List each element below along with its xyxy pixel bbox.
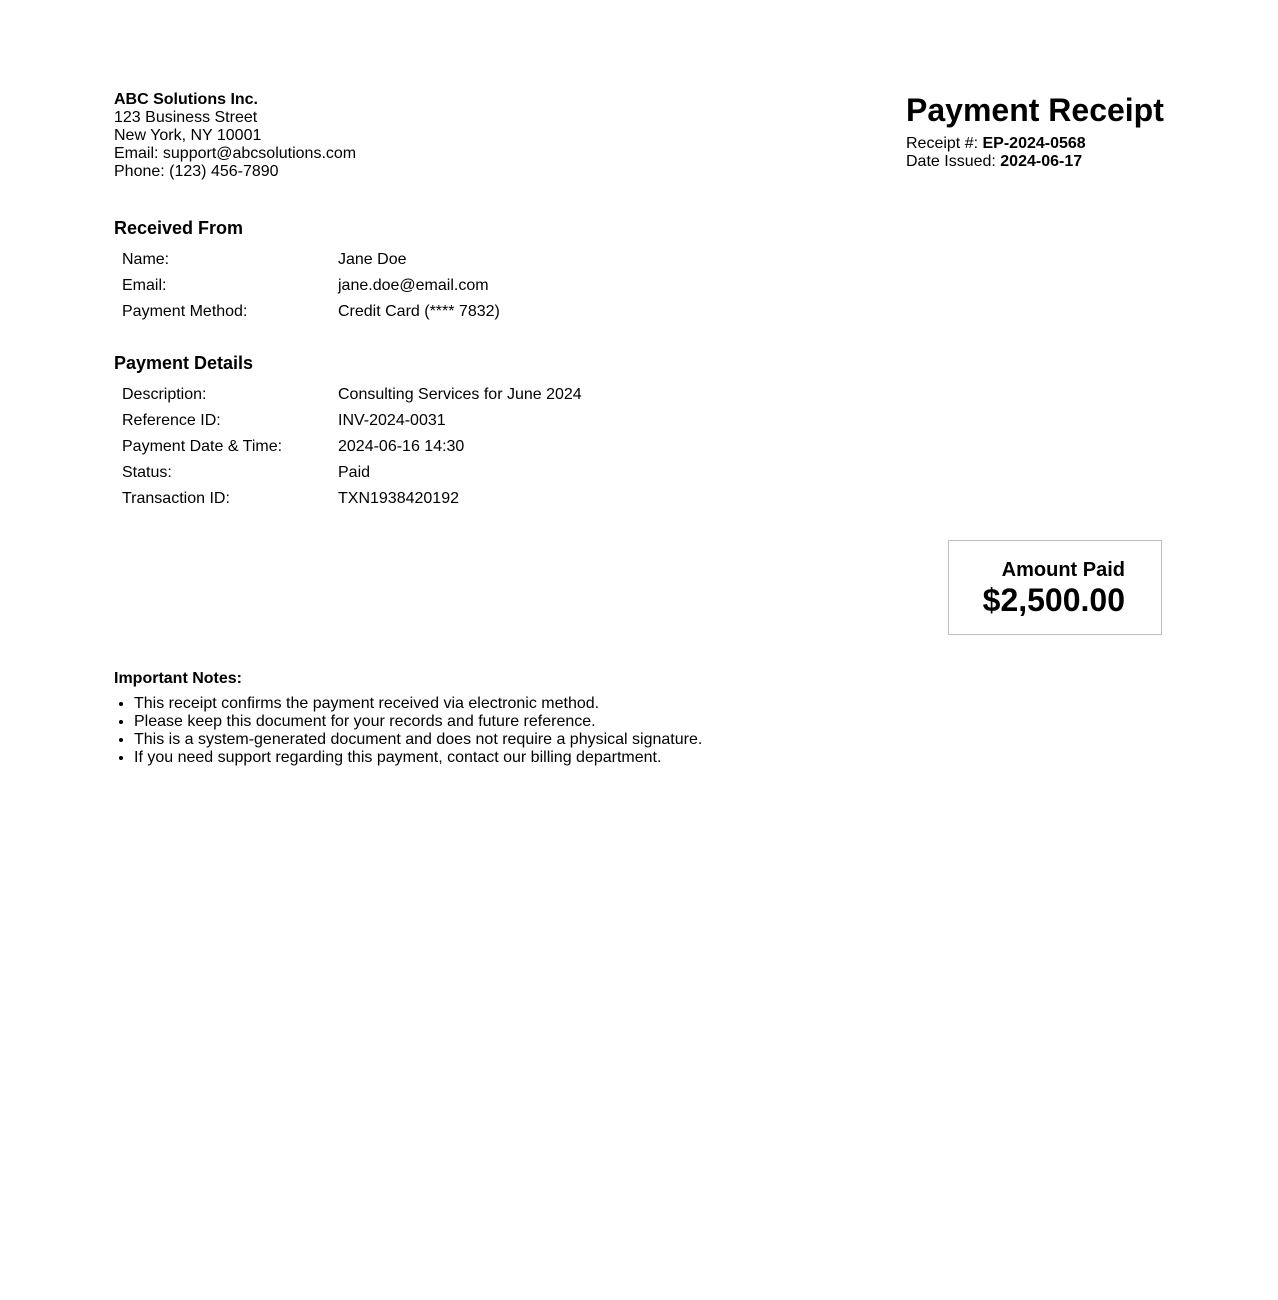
receipt-number: EP-2024-0568 [982,135,1086,152]
received-from-table [122,251,500,329]
note-item: • Please keep this document for your records and future reference. [134,713,702,731]
receipt-header [114,90,1164,190]
payment-details-table [122,386,582,516]
payment-details-row [122,438,582,464]
date-issued-line [906,153,1164,171]
amount-paid-box [948,540,1162,635]
received-from-row [122,251,500,277]
company-email: Email: support@abcsolutions.com [114,145,357,162]
field-label: Description: [122,386,207,403]
date-issued: 2024-06-17 [1000,153,1083,170]
payer-email: jane.doe@email.com [338,277,489,294]
received-from-row [122,303,500,329]
field-label: Reference ID: [122,412,221,429]
payment-description: Consulting Services for June 2024 [338,386,582,403]
note-item: • This receipt confirms the payment received via electronic method. [134,695,702,713]
field-label: Payment Method: [122,303,248,320]
page-title: Payment Receipt [906,92,1164,128]
amount-paid-value: $2,500.00 [982,582,1125,618]
company-info [114,91,356,181]
payment-details-heading: Payment Details [114,353,254,373]
receipt-number-label: Receipt #: [906,135,979,152]
receipt-page [114,90,1164,766]
field-label: Transaction ID: [122,490,230,507]
payer-name: Jane Doe [338,251,407,268]
field-label: Payment Date & Time: [122,438,283,455]
company-name: ABC Solutions Inc. [114,91,258,108]
receipt-meta [906,135,1164,171]
payment-details-row [122,464,582,490]
receipt-number-line [906,135,1164,153]
field-label: Name: [122,251,170,268]
field-label: Status: [122,464,172,481]
receipt-title-block [906,90,1164,171]
payment-details-row [122,386,582,412]
amount-paid-label: Amount Paid [1001,559,1125,581]
transaction-id: TXN1938420192 [338,490,459,507]
company-city: New York, NY 10001 [114,127,262,144]
note-item: • If you need support regarding this payment, contact our billing department. [134,749,702,767]
note-item: • This is a system-generated document and does not require a physical signature. [134,731,702,749]
payment-datetime: 2024-06-16 14:30 [338,438,465,455]
received-from-row [122,277,500,303]
field-label: Email: [122,277,167,294]
date-issued-label: Date Issued: [906,153,996,170]
payment-status: Paid [338,464,371,481]
payment-details-row [122,412,582,438]
payment-details-row [122,490,582,516]
payment-method: Credit Card (**** 7832) [338,303,500,320]
notes-heading: Important Notes: [114,670,242,687]
reference-id: INV-2024-0031 [338,412,446,429]
received-from-heading: Received From [114,218,244,238]
notes-list [114,695,702,767]
company-street: 123 Business Street [114,109,258,126]
company-phone: Phone: (123) 456-7890 [114,163,279,180]
